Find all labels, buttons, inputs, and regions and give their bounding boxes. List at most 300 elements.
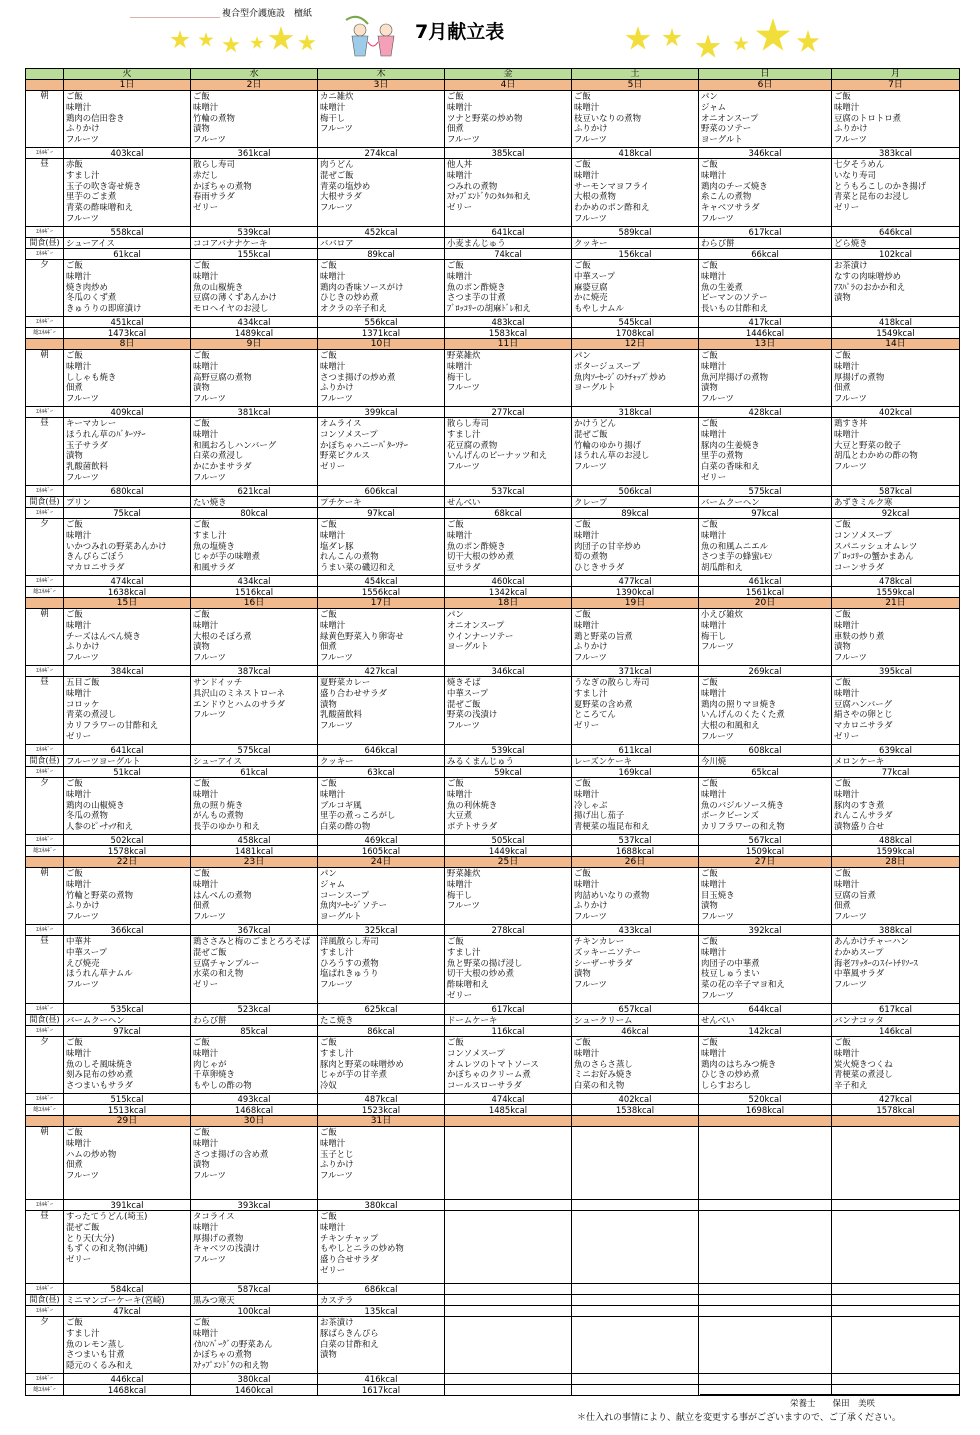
lunch-kcal-cell: 606kcal — [318, 486, 445, 497]
row-label: 昼 — [26, 936, 64, 1004]
breakfast-menu-cell — [318, 1127, 445, 1200]
snack-cell: 今川焼 — [699, 756, 832, 767]
lunch-kcal-cell: 539kcal — [191, 227, 318, 238]
date-header: 29日 — [64, 1116, 191, 1127]
breakfast-kcal-cell: 366kcal — [64, 925, 191, 936]
row-label: ｴﾈﾙｷﾞｰ — [26, 767, 64, 778]
menu-item: 青梗菜の煮浸し — [834, 1069, 893, 1080]
menu-item: 鶏肉の山椒焼き — [66, 799, 125, 810]
total-cell: 1688kcal — [572, 846, 699, 857]
dinner-kcal-cell: 474kcal — [64, 576, 191, 587]
menu-item: 豆腐ハンバーグ — [834, 698, 893, 709]
menu-item: 漬物 — [193, 382, 210, 393]
menu-item: 味噌汁 — [66, 360, 92, 371]
dinner-menu-cell — [572, 1317, 699, 1374]
breakfast-menu-cell — [445, 91, 572, 148]
snack-kcal-cell: 155kcal — [191, 249, 318, 260]
total-cell: 1371kcal — [318, 328, 445, 339]
snack-cell: あずきミルク寒 — [832, 497, 960, 508]
row-label: ｴﾈﾙｷﾞｰ — [26, 1306, 64, 1317]
menu-item: 味噌汁 — [193, 788, 219, 799]
snack-kcal-cell: 61kcal — [64, 249, 191, 260]
lunch-menu-cell — [64, 677, 191, 745]
dinner-kcal-cell: 458kcal — [191, 835, 318, 846]
menu-item: ご飯 — [66, 519, 83, 529]
menu-item: ヨーグルト — [574, 382, 616, 393]
menu-item: 具沢山のミネストローネ — [193, 687, 285, 698]
breakfast-kcal-cell: 371kcal — [572, 666, 699, 677]
dinner-kcal-cell: 520kcal — [699, 1094, 832, 1105]
row-label: 間食(昼) — [26, 497, 64, 508]
breakfast-kcal-cell: 399kcal — [318, 407, 445, 418]
menu-item: ご飯 — [66, 778, 83, 788]
date-header: 30日 — [191, 1116, 318, 1127]
menu-item: ゼリー — [574, 720, 600, 731]
menu-item: 魚の照り焼き — [193, 799, 244, 810]
dinner-menu-cell — [832, 260, 960, 317]
lunch-kcal-cell: 639kcal — [832, 745, 960, 756]
row-label: 総ｴﾈﾙｷﾞｰ — [26, 1105, 64, 1116]
total-cell: 1468kcal — [64, 1385, 191, 1396]
menu-item: 糸こんの煮物 — [701, 191, 752, 202]
dinner-kcal-cell: 477kcal — [572, 576, 699, 587]
menu-item: 麻婆豆腐 — [574, 281, 608, 292]
menu-item: 魚の和風ムニエル — [701, 540, 768, 551]
weekday-header: 水 — [191, 69, 318, 80]
menu-item: 野菜のソテー — [701, 123, 752, 134]
menu-item: 味噌汁 — [320, 619, 346, 630]
menu-item: 和風サラダ — [193, 562, 235, 573]
total-cell: 1513kcal — [64, 1105, 191, 1116]
dinner-menu-cell — [832, 1317, 960, 1374]
lunch-menu-cell — [832, 936, 960, 1004]
menu-item: ジャム — [320, 878, 345, 889]
menu-item: ミニお好み焼き — [574, 1069, 633, 1080]
snack-kcal-cell: 61kcal — [191, 767, 318, 778]
menu-item: ゼリー — [193, 979, 219, 990]
snack-kcal-cell: 46kcal — [572, 1026, 699, 1037]
menu-item: ひろうすの煮物 — [320, 957, 379, 968]
menu-item: 竹輪の煮物 — [193, 112, 235, 123]
menu-item: 白菜の煮浸し — [193, 450, 244, 461]
date-header — [699, 1116, 832, 1127]
dinner-kcal-cell: 502kcal — [64, 835, 191, 846]
menu-item: 魚のバジルソース焼き — [701, 799, 785, 810]
menu-item: フルーツ — [66, 979, 99, 990]
snack-kcal-cell: 89kcal — [572, 508, 699, 519]
lunch-menu-cell — [191, 418, 318, 486]
total-cell: 1698kcal — [699, 1105, 832, 1116]
menu-item: ご飯 — [66, 350, 83, 360]
menu-item: 炭火焼きつくね — [834, 1058, 893, 1069]
dinner-kcal-cell: 402kcal — [572, 1094, 699, 1105]
snack-kcal-cell: 97kcal — [699, 508, 832, 519]
date-header: 14日 — [832, 339, 960, 350]
menu-item: フルーツ — [193, 1254, 226, 1265]
star-icon — [662, 28, 682, 48]
dinner-kcal-cell: 493kcal — [191, 1094, 318, 1105]
breakfast-menu-cell — [318, 609, 445, 666]
lunch-kcal-cell: 617kcal — [699, 227, 832, 238]
lunch-kcal-cell: 589kcal — [572, 227, 699, 238]
menu-item: ゼリー — [834, 730, 860, 741]
menu-item: はんぺんの煮物 — [193, 889, 252, 900]
breakfast-menu-cell — [832, 350, 960, 407]
menu-item: きんぴらごぼう — [66, 551, 125, 562]
menu-item: ご飯 — [701, 778, 718, 788]
menu-item: 漬物 — [701, 382, 718, 393]
menu-item: 青菜の酢味噌和え — [66, 202, 133, 213]
lunch-menu-cell — [191, 677, 318, 745]
menu-item: ゼリー — [320, 461, 346, 472]
total-cell: 1583kcal — [445, 328, 572, 339]
menu-item: ご飯 — [574, 91, 591, 101]
row-label: ｴﾈﾙｷﾞｰ — [26, 508, 64, 519]
breakfast-menu-cell — [445, 609, 572, 666]
menu-item: ところてん — [574, 709, 616, 720]
star-icon — [298, 34, 316, 52]
breakfast-menu-cell — [318, 350, 445, 407]
menu-item: 混ぜご飯 — [574, 428, 608, 439]
row-label: ｴﾈﾙｷﾞｰ — [26, 1094, 64, 1105]
menu-item: わかめのポン酢和え — [574, 202, 650, 213]
menu-item: 散らし寿司 — [447, 418, 489, 428]
menu-item: エンドウとハムのサラダ — [193, 698, 286, 709]
total-cell: 1509kcal — [699, 846, 832, 857]
menu-item: ご飯 — [701, 350, 718, 360]
total-cell: 1561kcal — [699, 587, 832, 598]
menu-item: 赤飯 — [66, 159, 83, 169]
menu-item: ズッキーニソテー — [574, 946, 641, 957]
menu-item: 鶏と野菜の旨煮 — [574, 630, 633, 641]
lunch-menu-cell — [64, 1211, 191, 1284]
menu-item: 味噌汁 — [447, 360, 473, 371]
date-header: 19日 — [572, 598, 699, 609]
corner-cell — [26, 598, 64, 609]
breakfast-menu-cell — [191, 91, 318, 148]
menu-item: フルーツ — [701, 730, 734, 741]
menu-item: 味噌汁 — [701, 360, 727, 371]
dinner-kcal-cell: 427kcal — [832, 1094, 960, 1105]
snack-cell — [699, 1295, 832, 1306]
menu-item: ご飯 — [574, 159, 591, 169]
menu-item: 味噌汁 — [66, 270, 92, 281]
menu-item: ｲｶﾊﾝﾊﾞｰｸﾞの野菜あん — [193, 1338, 273, 1349]
lunch-kcal-cell: 575kcal — [699, 486, 832, 497]
menu-item: 大根の煮物 — [574, 191, 616, 202]
menu-item: えび焼売 — [66, 957, 100, 968]
menu-item: 味噌汁 — [320, 1221, 346, 1232]
lunch-menu-cell — [318, 418, 445, 486]
menu-item: ジャム — [701, 101, 726, 112]
menu-item: ししゃも焼き — [66, 371, 117, 382]
menu-item: 漬物 — [320, 698, 337, 709]
snack-cell: ミニマンゴーケーキ(宮崎) — [64, 1295, 191, 1306]
total-cell: 1556kcal — [318, 587, 445, 598]
menu-item: ご飯 — [193, 350, 210, 360]
snack-kcal-cell: 86kcal — [318, 1026, 445, 1037]
menu-item: 味噌汁 — [66, 1047, 92, 1058]
snack-cell: プチケーキ — [318, 497, 445, 508]
breakfast-kcal-cell: 325kcal — [318, 925, 445, 936]
lunch-menu-cell — [699, 936, 832, 1004]
menu-item: ご飯 — [447, 260, 464, 270]
menu-item: ほうれん草ナムル — [66, 968, 133, 979]
menu-item: 味噌汁 — [834, 687, 860, 698]
menu-item: 味噌汁 — [447, 878, 473, 889]
menu-item: 佃煮 — [447, 123, 464, 134]
row-label: ｴﾈﾙｷﾞｰ — [26, 1026, 64, 1037]
menu-item: ゼリー — [447, 202, 473, 213]
menu-item: フルーツ — [574, 979, 607, 990]
menu-item: ほうれん草のﾊﾞﾀｰｿﾃｰ — [66, 428, 146, 439]
star-icon — [250, 36, 264, 50]
dinner-kcal-cell: 434kcal — [191, 576, 318, 587]
dinner-menu-cell — [191, 778, 318, 835]
menu-item: 冬瓜の煮物 — [66, 810, 108, 821]
menu-item: ご飯 — [320, 1127, 337, 1137]
total-cell: 1460kcal — [191, 1385, 318, 1396]
dinner-menu-cell — [572, 519, 699, 576]
menu-item: 筍の煮物 — [574, 551, 608, 562]
menu-item: ご飯 — [447, 936, 464, 946]
menu-item: フルーツ — [66, 134, 99, 145]
corner-cell — [26, 339, 64, 350]
breakfast-kcal-cell — [572, 1200, 699, 1211]
menu-item: ふりかけ — [320, 382, 354, 393]
breakfast-menu-cell — [572, 91, 699, 148]
snack-kcal-cell: 89kcal — [318, 249, 445, 260]
lunch-kcal-cell — [699, 1284, 832, 1295]
total-cell: 1578kcal — [832, 1105, 960, 1116]
weekday-header: 日 — [699, 69, 832, 80]
menu-item: 味噌汁 — [193, 1137, 219, 1148]
header-rule — [130, 17, 220, 18]
date-header — [572, 1116, 699, 1127]
breakfast-kcal-cell: 385kcal — [445, 148, 572, 159]
menu-item: ご飯 — [66, 868, 83, 878]
star-icon — [733, 36, 749, 52]
dinner-kcal-cell: 434kcal — [191, 317, 318, 328]
menu-item: 味噌汁 — [834, 788, 860, 799]
breakfast-kcal-cell: 274kcal — [318, 148, 445, 159]
date-header: 7日 — [832, 80, 960, 91]
menu-item: 夏野菜カレー — [320, 677, 371, 687]
menu-item: フルーツ — [574, 461, 607, 472]
row-label: 総ｴﾈﾙｷﾞｰ — [26, 328, 64, 339]
menu-item: ご飯 — [834, 609, 851, 619]
menu-item: 白菜の香味和え — [701, 461, 760, 472]
snack-cell — [832, 1295, 960, 1306]
menu-item: ポタージュスープ — [574, 360, 640, 371]
menu-item: ヨーグルト — [320, 911, 362, 922]
breakfast-menu-cell — [191, 868, 318, 925]
date-header: 27日 — [699, 857, 832, 868]
menu-item: 味噌汁 — [193, 1221, 219, 1232]
breakfast-menu-cell — [191, 1127, 318, 1200]
menu-item: いんげんのピーナッツ和え — [447, 450, 547, 461]
menu-item: 青梗菜の塩昆布和え — [574, 821, 650, 832]
snack-kcal-cell: 51kcal — [64, 767, 191, 778]
total-cell: 1516kcal — [191, 587, 318, 598]
date-header: 26日 — [572, 857, 699, 868]
menu-item: フルーツ — [447, 134, 480, 145]
menu-item: フルーツ — [193, 709, 226, 720]
menu-item: フルーツ — [701, 212, 734, 223]
breakfast-kcal-cell: 388kcal — [832, 925, 960, 936]
row-label: 間食(昼) — [26, 1015, 64, 1026]
date-header: 8日 — [64, 339, 191, 350]
menu-item: ｽﾅｯﾌﾟｴﾝﾄﾞｳのﾀﾙﾀﾙ和え — [447, 191, 531, 202]
snack-cell: フルーツヨーグルト — [64, 756, 191, 767]
snack-cell: みるくまんじゅう — [445, 756, 572, 767]
row-label: 朝 — [26, 1127, 64, 1200]
total-cell: 1481kcal — [191, 846, 318, 857]
menu-item: 味噌汁 — [701, 169, 727, 180]
menu-item: かにかまサラダ — [193, 461, 252, 472]
lunch-menu-cell — [832, 418, 960, 486]
menu-item: 味噌汁 — [701, 619, 727, 630]
snack-kcal-cell: 77kcal — [832, 767, 960, 778]
snack-cell: カステラ — [318, 1295, 445, 1306]
menu-item: 鶏肉の照りマヨ焼き — [701, 698, 777, 709]
menu-item: 佃煮 — [834, 382, 851, 393]
row-label: ｴﾈﾙｷﾞｰ — [26, 745, 64, 756]
menu-item: フルーツ — [320, 393, 353, 404]
lunch-kcal-cell: 523kcal — [191, 1004, 318, 1015]
row-label: ｴﾈﾙｷﾞｰ — [26, 1284, 64, 1295]
total-cell — [445, 1385, 572, 1396]
menu-item: 味噌汁 — [320, 788, 346, 799]
menu-item: ご飯 — [701, 418, 718, 428]
lunch-menu-cell — [445, 1211, 572, 1284]
lunch-menu-cell — [318, 159, 445, 227]
menu-item: 焼き肉炒め — [66, 281, 108, 292]
menu-item: 刻み昆布の炒め煮 — [66, 1069, 133, 1080]
menu-item: ご飯 — [320, 350, 337, 360]
breakfast-menu-cell — [318, 91, 445, 148]
menu-item: フルーツ — [574, 652, 607, 663]
dinner-menu-cell — [191, 1037, 318, 1094]
menu-item: さつま芋の蜂蜜ﾚﾓﾝ — [701, 551, 773, 562]
row-label: 間食(昼) — [26, 756, 64, 767]
row-label: 朝 — [26, 91, 64, 148]
menu-item: 白菜の甘酢和え — [320, 1338, 379, 1349]
menu-item: 肉うどん — [320, 159, 354, 169]
lunch-kcal-cell: 537kcal — [445, 486, 572, 497]
menu-item: さつまいもサラダ — [66, 1080, 133, 1091]
menu-item: 漬物 — [193, 123, 210, 134]
menu-item: 豚肉のすき煮 — [834, 799, 885, 810]
snack-kcal-cell: 146kcal — [832, 1026, 960, 1037]
menu-item: ツナと野菜の炒め物 — [447, 112, 523, 123]
snack-cell: レーズンケーキ — [572, 756, 699, 767]
menu-item: フルーツ — [834, 393, 867, 404]
row-label: ｴﾈﾙｷﾞｰ — [26, 1374, 64, 1385]
menu-item: 漬物 — [320, 1349, 337, 1360]
menu-item: ご飯 — [193, 778, 210, 788]
snack-cell: 小麦まんじゅう — [445, 238, 572, 249]
menu-item: 豚肉と野菜の味噌炒め — [320, 1058, 404, 1069]
snack-kcal-cell: 116kcal — [445, 1026, 572, 1037]
snack-kcal-cell: 74kcal — [445, 249, 572, 260]
snack-cell: ココアバナナケーキ — [191, 238, 318, 249]
snack-kcal-cell: 97kcal — [64, 1026, 191, 1037]
breakfast-menu-cell — [832, 91, 960, 148]
total-cell: 1468kcal — [191, 1105, 318, 1116]
lunch-kcal-cell: 641kcal — [64, 745, 191, 756]
breakfast-menu-cell — [572, 350, 699, 407]
menu-item: ご飯 — [193, 1037, 210, 1047]
menu-item: 鶏肉の香味ソースがけ — [320, 281, 404, 292]
menu-item: 味噌汁 — [66, 788, 92, 799]
menu-item: 佃煮 — [834, 900, 851, 911]
corner-cell — [26, 857, 64, 868]
snack-kcal-cell: 65kcal — [699, 767, 832, 778]
dinner-menu-cell — [699, 519, 832, 576]
menu-item: フルーツ — [193, 652, 226, 663]
lunch-menu-cell — [832, 159, 960, 227]
menu-item: 豆腐の旨煮 — [834, 889, 876, 900]
menu-item: 揚げ出し茄子 — [574, 810, 625, 821]
breakfast-kcal-cell — [832, 1200, 960, 1211]
breakfast-kcal-cell: 346kcal — [445, 666, 572, 677]
row-label: 朝 — [26, 868, 64, 925]
snack-kcal-cell: 80kcal — [191, 508, 318, 519]
date-header: 3日 — [318, 80, 445, 91]
lunch-menu-cell — [318, 936, 445, 1004]
lunch-menu-cell — [572, 1211, 699, 1284]
menu-item: ゼリー — [193, 202, 219, 213]
menu-item: 切干大根の炒め煮 — [447, 968, 514, 979]
menu-item: 味噌汁 — [574, 529, 600, 540]
lunch-menu-cell — [191, 159, 318, 227]
lunch-menu-cell — [699, 159, 832, 227]
menu-item: 佃煮 — [66, 382, 83, 393]
row-label: 夕 — [26, 519, 64, 576]
menu-item: 大根のそぼろ煮 — [193, 630, 252, 641]
menu-item: 味噌汁 — [66, 619, 92, 630]
menu-table — [25, 68, 960, 1396]
weekday-header: 月 — [832, 69, 960, 80]
menu-item: 味噌汁 — [574, 878, 600, 889]
menu-item: 味噌汁 — [574, 1047, 600, 1058]
snack-cell: せんべい — [445, 497, 572, 508]
menu-item: サンドイッチ — [193, 677, 243, 687]
snack-cell: バームクーヘン — [699, 497, 832, 508]
total-cell: 1489kcal — [191, 328, 318, 339]
row-label: 総ｴﾈﾙｷﾞｰ — [26, 587, 64, 598]
menu-item: サーモンマヨフライ — [574, 180, 650, 191]
star-icon — [222, 36, 240, 54]
menu-item: ご飯 — [193, 260, 210, 270]
footer-note: ＊仕入れの事情により、献立を変更する事がございますので、ご了承ください。 — [577, 1413, 901, 1423]
menu-item: 青菜の塩炒め — [320, 180, 371, 191]
snack-kcal-cell — [572, 1306, 699, 1317]
menu-item: 長いもの甘酢和え — [701, 303, 768, 314]
menu-item: フルーツ — [320, 123, 353, 134]
weekday-header: 土 — [572, 69, 699, 80]
menu-item: パン — [320, 868, 337, 878]
snack-kcal-cell: 63kcal — [318, 767, 445, 778]
lunch-kcal-cell: 452kcal — [318, 227, 445, 238]
menu-item: ふりかけ — [574, 123, 608, 134]
breakfast-menu-cell — [832, 609, 960, 666]
menu-item: チーズはんぺん焼き — [66, 630, 141, 641]
menu-item: フルーツ — [193, 471, 226, 482]
snack-cell: ドームケーキ — [445, 1015, 572, 1026]
row-label: ｴﾈﾙｷﾞｰ — [26, 576, 64, 587]
